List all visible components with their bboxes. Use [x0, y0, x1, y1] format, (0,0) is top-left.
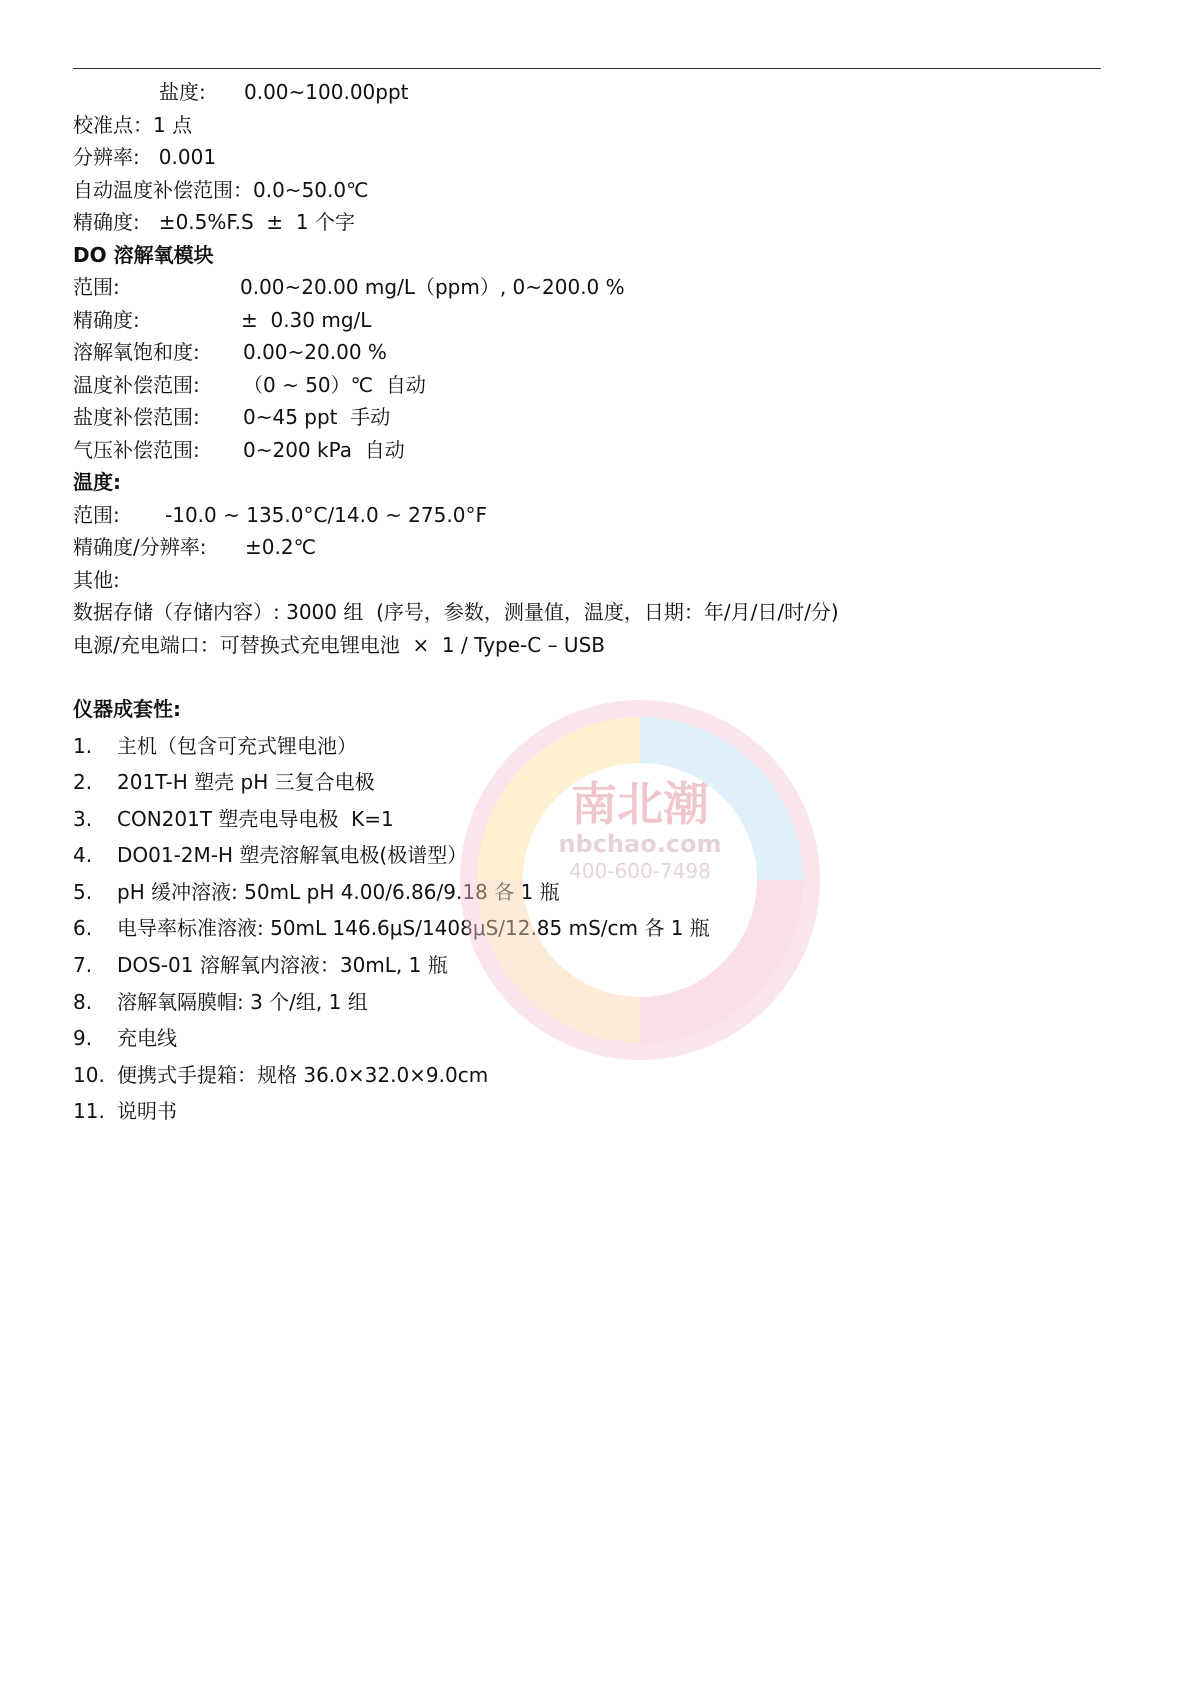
list-item: 4. DO01-2M-H 塑壳溶解氧电极(极谱型） — [73, 843, 468, 868]
accuracy-row: 精确度: ±0.5%F.S ± 1 个字 — [73, 210, 355, 234]
kit-heading: 仪器成套性: — [73, 697, 181, 721]
watermark-site: nbchao.com — [558, 830, 722, 858]
watermark-brand: 南北潮 — [571, 777, 709, 831]
list-item: 7. DOS-01 溶解氧内溶液：30mL, 1 瓶 — [73, 953, 448, 978]
temp-accuracy-value: ±0.2℃ — [245, 535, 317, 559]
do-pressure-comp-row — [73, 434, 1113, 467]
spec-document — [73, 76, 1113, 1130]
do-range-row — [73, 271, 1113, 304]
other-heading: 其他: — [73, 567, 120, 592]
do-accuracy-row — [73, 304, 1113, 337]
do-temp-comp-row — [73, 369, 1113, 402]
list-item: 6. 电导率标准溶液: 50mL 146.6μS/1408μS/12.85 mS/cm 各 1 瓶 — [73, 916, 710, 941]
temp-accuracy-label: 精确度/分辨率: — [73, 535, 207, 559]
temp-range-value: -10.0 ~ 135.0°C/14.0 ~ 275.0°F — [165, 502, 487, 527]
salinity-value: 0.00~100.00ppt — [244, 80, 409, 104]
auto-temp-comp-row: 自动温度补偿范围：0.0~50.0℃ — [73, 177, 369, 202]
do-saturation-label: 溶解氧饱和度: — [73, 340, 200, 364]
salinity-label: 盐度: — [159, 80, 206, 104]
do-temp-comp-label: 温度补偿范围: — [73, 372, 200, 397]
kit-list — [73, 728, 1113, 1131]
temp-accuracy-row — [73, 531, 1113, 564]
list-item: 1. 主机（包含可充式锂电池） — [73, 733, 357, 758]
temp-range-label: 范围: — [73, 502, 120, 527]
do-module-heading: DO 溶解氧模块 — [73, 242, 214, 267]
power-row: 电源/充电端口：可替换式充电锂电池 × 1 / Type-C – USB — [73, 632, 605, 657]
list-item: 8. 溶解氧隔膜帽: 3 个/组, 1 组 — [73, 989, 368, 1014]
header-rule — [73, 68, 1101, 69]
do-saturation-value: 0.00~20.00 % — [243, 340, 387, 364]
list-item: 11. 说明书 — [73, 1099, 177, 1124]
temperature-heading: 温度: — [73, 470, 121, 494]
do-salt-comp-label: 盐度补偿范围: — [73, 405, 200, 429]
list-item: 9. 充电线 — [73, 1026, 177, 1051]
temp-range-row — [73, 499, 1113, 532]
do-pressure-comp-value: 0~200 kPa 自动 — [243, 437, 405, 462]
calib-points-row: 校准点：1 点 — [73, 112, 193, 137]
storage-row: 数据存储（存储内容）: 3000 组 (序号，参数，测量值，温度，日期：年/月/日/时/分) — [73, 600, 839, 624]
list-item: 5. pH 缓冲溶液: 50mL pH 4.00/6.86/9.18 各 1 瓶 — [73, 879, 560, 904]
do-salt-comp-row — [73, 401, 1113, 434]
do-pressure-comp-label: 气压补偿范围: — [73, 437, 200, 462]
list-item: 2. 201T-H 塑壳 pH 三复合电极 — [73, 770, 375, 795]
do-range-label: 范围: — [73, 275, 120, 299]
watermark-phone: 400-600-7498 — [569, 859, 711, 883]
resolution-row: 分辨率: 0.001 — [73, 145, 217, 169]
list-item: 10. 便携式手提箱：规格 36.0×32.0×9.0cm — [73, 1062, 489, 1087]
do-range-value: 0.00~20.00 mg/L（ppm）, 0~200.0 % — [240, 275, 625, 299]
do-salt-comp-value: 0~45 ppt 手动 — [243, 405, 391, 429]
do-temp-comp-value: （0 ~ 50）℃ 自动 — [243, 372, 426, 397]
do-accuracy-value: ± 0.30 mg/L — [241, 307, 372, 332]
salinity-row — [73, 76, 1113, 109]
list-item: 3. CON201T 塑壳电导电极 K=1 — [73, 806, 394, 831]
do-accuracy-label: 精确度: — [73, 307, 140, 332]
do-saturation-row — [73, 336, 1113, 369]
